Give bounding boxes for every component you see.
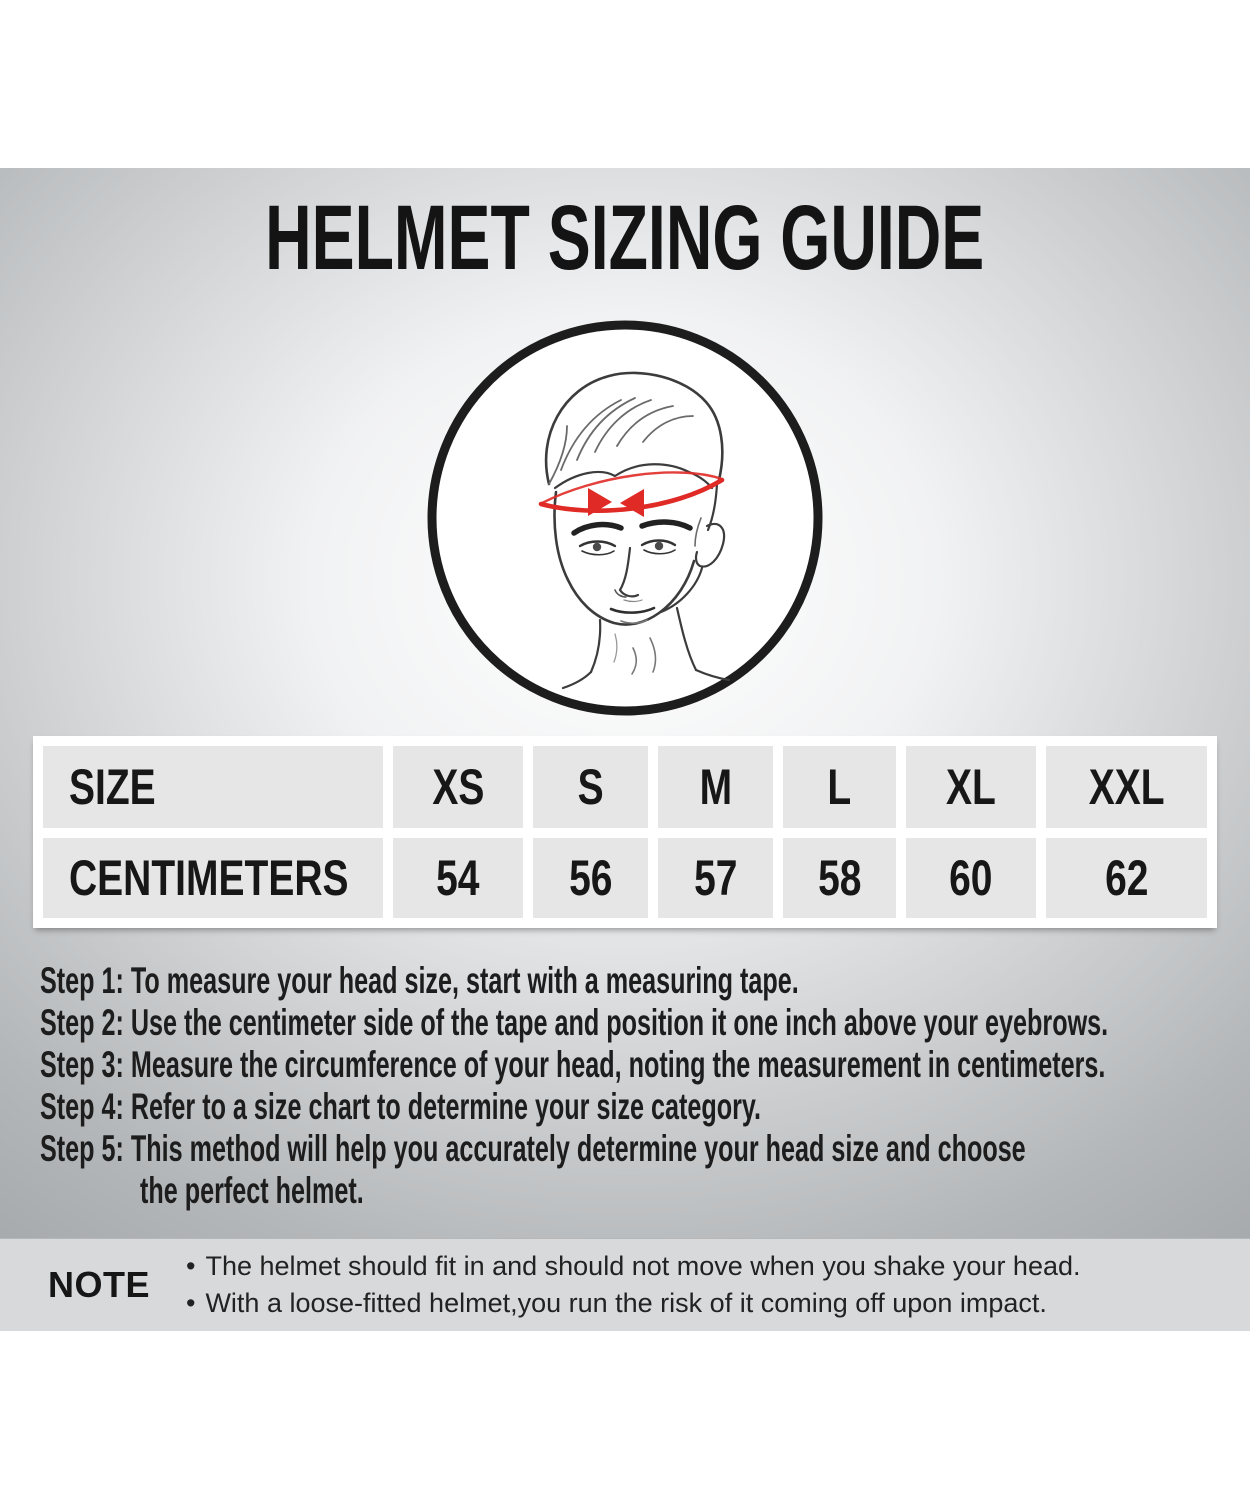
- size-table: [33, 736, 1217, 928]
- centimeters-row-label: CENTIMETERS: [43, 838, 383, 918]
- step-line-2: Step 2: Use the centimeter side of the tape and position it one inch above your eyebrows.: [40, 1002, 1109, 1043]
- step-line-5-continued: the perfect helmet.: [140, 1170, 364, 1211]
- step-line-1: Step 1: To measure your head size, start with a measuring tape.: [40, 960, 799, 1001]
- size-table-container: [33, 736, 1217, 928]
- cm-cell-m: 57: [658, 838, 773, 918]
- step-line-5: Step 5: This method will help you accurately determine your head size and choose: [40, 1128, 1026, 1169]
- cm-cell-s: 56: [533, 838, 648, 918]
- size-cell-xl: XL: [906, 746, 1036, 828]
- page-title: HELMET SIZING GUIDE: [265, 187, 985, 289]
- step-line-4: Step 4: Refer to a size chart to determine your size category.: [40, 1086, 762, 1127]
- note-bullet-2: • With a loose-fitted helmet,you run the risk of it coming off upon impact.: [186, 1285, 1081, 1322]
- circle-frame: [432, 325, 818, 711]
- size-table-header-row: [43, 746, 1207, 828]
- poster-background: [0, 168, 1250, 1330]
- measurement-steps: [40, 960, 1240, 1212]
- note-band: [0, 1238, 1250, 1331]
- cm-cell-xxl: 62: [1046, 838, 1207, 918]
- size-cell-xs: XS: [393, 746, 523, 828]
- size-cell-m: M: [658, 746, 773, 828]
- centimeters-row: [43, 838, 1207, 918]
- note-label: NOTE: [48, 1264, 151, 1305]
- title-area: [0, 187, 1250, 289]
- head-measurement-illustration: [425, 318, 825, 718]
- cm-cell-xs: 54: [393, 838, 523, 918]
- step-line-3: Step 3: Measure the circumference of your head, noting the measurement in centimeters.: [40, 1044, 1106, 1085]
- size-cell-s: S: [533, 746, 648, 828]
- note-bullets: [186, 1248, 1081, 1322]
- note-bullet-1: • The helmet should fit in and should not move when you shake your head.: [186, 1248, 1081, 1285]
- size-cell-l: L: [783, 746, 896, 828]
- cm-cell-l: 58: [783, 838, 896, 918]
- size-row-label: SIZE: [43, 746, 383, 828]
- size-cell-xxl: XXL: [1046, 746, 1207, 828]
- cm-cell-xl: 60: [906, 838, 1036, 918]
- head-illustration: [425, 318, 825, 718]
